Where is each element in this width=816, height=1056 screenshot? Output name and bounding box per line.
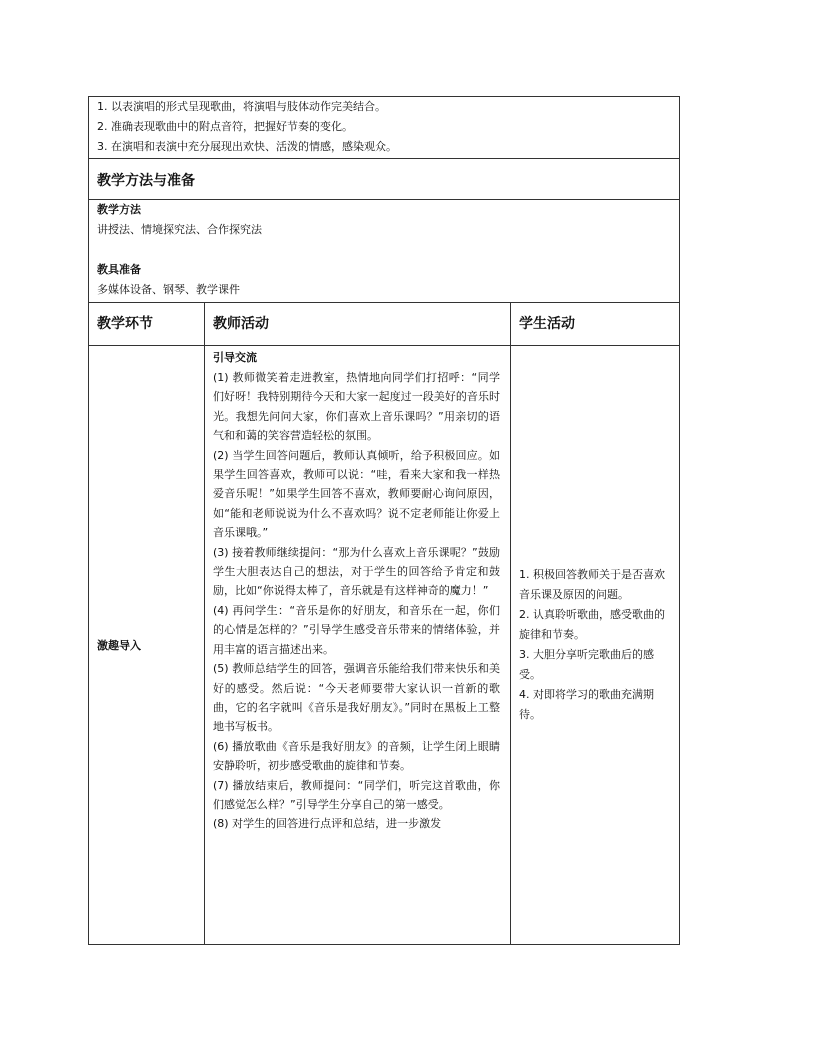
spacer <box>97 240 671 260</box>
teacher-activity-cell <box>205 346 511 945</box>
tools-heading: 教具准备 <box>97 263 141 276</box>
student-activity-cell <box>511 346 680 945</box>
header-phase: 教学环节 <box>89 303 205 346</box>
goal-item-1: 1. 以表演唱的形式呈现歌曲，将演唱与肢体动作完美结合。 <box>97 100 386 113</box>
lesson-plan-document <box>88 96 679 945</box>
teacher-step-5: (5) 教师总结学生的回答，强调音乐能给我们带来快乐和美好的感受。然后说：“今天老师要带大家认识一首新的歌曲，它的名字就叫《音乐是我好朋友》。”同时在黑板上工整地书写板书。 <box>213 662 500 734</box>
teacher-step-6: (6) 播放歌曲《音乐是我好朋友》的音频，让学生闭上眼睛安静聆听，初步感受歌曲的旋律和节奏。 <box>213 739 500 773</box>
teacher-step-3: (3) 接着教师继续提问：“那为什么喜欢上音乐课呢？”鼓励学生大胆表达自己的想法，对于学生的回答给予肯定和鼓励，比如“你说得太棒了，音乐就是有这样神奇的魔力！” <box>213 545 500 598</box>
header-student: 学生活动 <box>511 303 680 346</box>
goals-cell <box>89 97 680 159</box>
lesson-plan-table <box>88 96 680 945</box>
student-step-2: 2. 认真聆听歌曲，感受歌曲的旋律和节奏。 <box>519 608 665 641</box>
column-header-row <box>89 303 680 346</box>
methods-section-title: 教学方法与准备 <box>89 159 680 200</box>
goals-row <box>89 97 680 159</box>
goal-item-3: 3. 在演唱和表演中充分展现出欢快、活泼的情感，感染观众。 <box>97 140 397 153</box>
phase-label: 激趣导入 <box>89 346 205 945</box>
header-teacher: 教师活动 <box>205 303 511 346</box>
teacher-activity-title: 引导交流 <box>213 351 257 364</box>
teacher-step-8: (8) 对学生的回答进行点评和总结，进一步激发 <box>213 817 442 831</box>
teacher-step-7: (7) 播放结束后，教师提问：“同学们，听完这首歌曲，你们感觉怎么样？”引导学生分享自己的第一感受。 <box>213 778 500 811</box>
goal-item-2: 2. 准确表现歌曲中的附点音符，把握好节奏的变化。 <box>97 120 353 133</box>
teacher-step-4: (4) 再问学生：“音乐是你的好朋友，和音乐在一起，你们的心情是怎样的？”引导学生感受音乐带来的情绪体验，并用丰富的语言描述出来。 <box>213 603 500 656</box>
methods-cell <box>89 200 680 303</box>
activity-row <box>89 346 680 945</box>
methods-title-row <box>89 159 680 200</box>
methods-text: 讲授法、情境探究法、合作探究法 <box>97 223 262 236</box>
student-step-4: 4. 对即将学习的歌曲充满期待。 <box>519 688 654 721</box>
student-step-1: 1. 积极回答教师关于是否喜欢音乐课及原因的问题。 <box>519 568 665 601</box>
methods-body-row <box>89 200 680 303</box>
teacher-step-2: (2) 当学生回答问题后，教师认真倾听，给予积极回应。如果学生回答喜欢，教师可以说：“哇，看来大家和我一样热爱音乐呢！”如果学生回答不喜欢，教师要耐心询问原因，如“能和老师说说为什么不喜欢吗？说不定老师能让你爱上音乐课哦。” <box>213 448 500 540</box>
tools-text: 多媒体设备、钢琴、教学课件 <box>97 283 240 296</box>
teacher-step-1: (1) 教师微笑着走进教室，热情地向同学们打招呼：“同学们好呀！我特别期待今天和大家一起度过一段美好的音乐时光。我想先问问大家，你们喜欢上音乐课吗？”用亲切的语气和和蔼的笑容营造轻松的氛围。 <box>213 371 500 443</box>
methods-heading: 教学方法 <box>97 203 141 216</box>
student-step-3: 3. 大胆分享听完歌曲后的感受。 <box>519 648 654 681</box>
